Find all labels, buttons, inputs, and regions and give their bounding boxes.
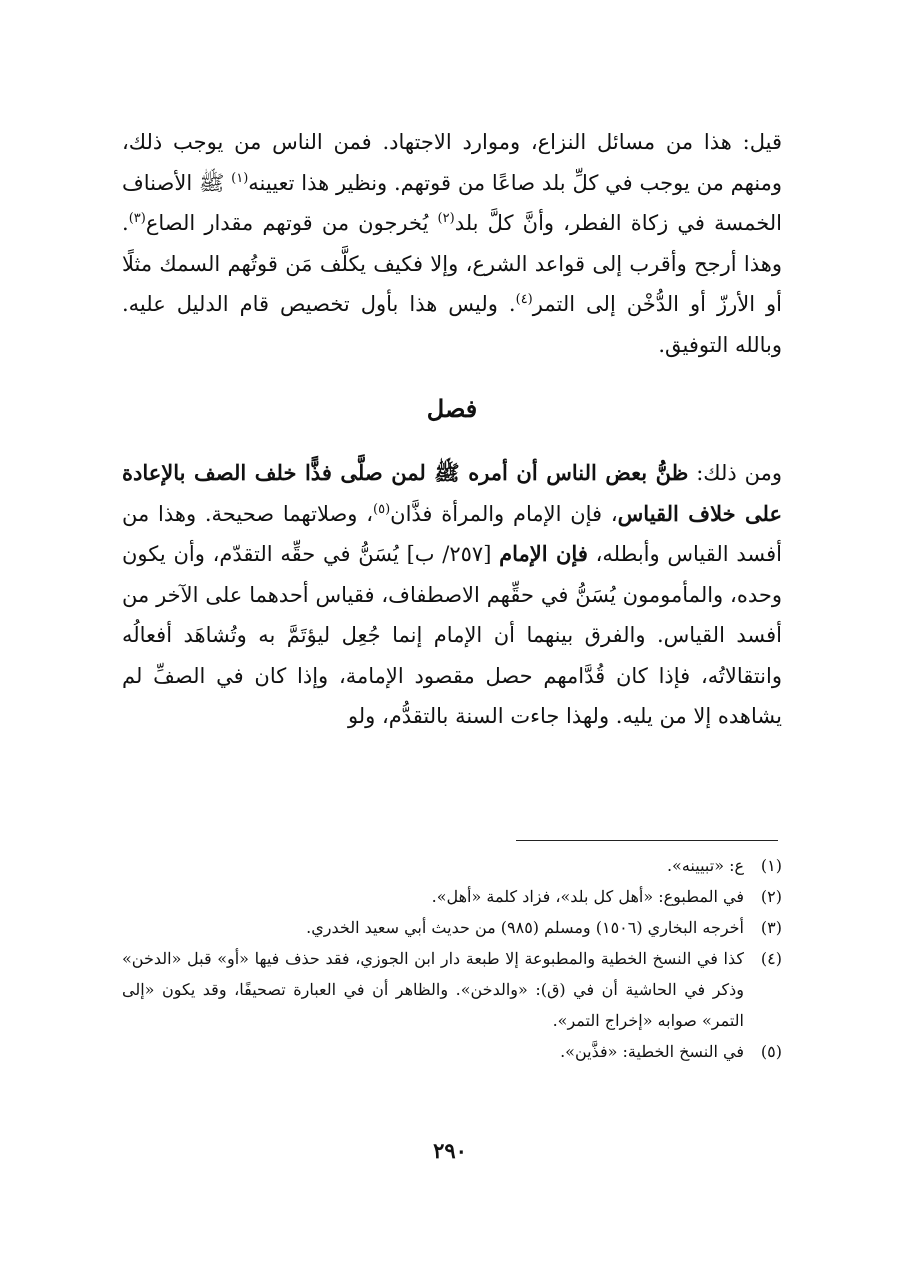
paragraph-1-text-4: . وهذا أرجح وأقرب إلى قواعد الشرع، وإلا فكيف يكلَّف مَن قوتُهم السمك مثلًا أو الأرزّ أو الدُّخْن إلى التمر [122,211,783,316]
footnote-text: في المطبوع: «أهل كل بلد»، فزاد كلمة «أهل». [431,887,744,906]
paragraph-1-text-5: . وليس هذا بأول تخصيص قام الدليل عليه. وبالله التوفيق. [122,292,782,357]
page-number: ٢٩٠ [433,1138,467,1163]
footnote-marker-4: (٤) [515,292,533,307]
footnote-number: (١) [760,856,782,875]
footnote-4 [122,943,782,1036]
paragraph-2-text-1: ، فإن الإمام والمرأة فذَّان [390,501,618,526]
footnotes [122,850,782,1067]
footnote-5 [122,1036,782,1067]
paragraph-2-text-3: [٢٥٧/ ب] يُسَنُّ في حقِّه التقدّم، وأن يكون وحده، والمأمومون يُسَنُّ في حقِّهم الاصطفاف، فقياس أحدهما على الآخر من أفسد القياس. والفرق بينهما أن الإمام إنما جُعِل ليؤتَمَّ به وتُشاهَد أفعالُه وانتقالاتُه، فإذا كان قُدَّامهم حصل مقصود الإمامة، وإذا كان في الصفِّ لم يشاهده إلا من يليه. ولهذا جاءت السنة بالتقدُّم، ولو [122,542,782,728]
footnote-text: في النسخ الخطية: «فذَّين». [560,1042,744,1061]
footnote-marker-1: (١) [231,170,249,186]
footnote-2 [122,881,782,912]
footnote-number: (٥) [760,1042,782,1061]
paragraph-1-text-2: ﷺ الأصناف الخمسة في زكاة الفطر، وأنَّ كلَّ بلد [122,170,782,235]
footnote-number: (٤) [760,949,782,968]
footnote-1 [122,850,782,881]
footnote-3 [122,912,782,943]
paragraph-2 [122,453,782,737]
footnote-number: (٣) [760,918,782,937]
section-heading: فصل [426,394,478,423]
footnote-number: (٢) [760,887,782,906]
footnote-separator [516,840,778,841]
paragraph-1 [122,122,782,365]
paragraph-1-text-3: يُخرجون من قوتهم مقدار الصاع [145,211,438,235]
footnote-marker-5: (٥) [373,501,391,517]
footnote-text: كذا في النسخ الخطية والمطبوعة إلا طبعة دار ابن الجوزي، فقد حذف فيها «أو» قبل «الدخن» وذكر في الحاشية أن في (ق): «والدخن». والظاهر أن في العبارة تصحيفًا، وقد يكون «إلى التمر» صوابه «إخراج التمر». [122,949,745,1030]
footnote-text: أخرجه البخاري (١٥٠٦) ومسلم (٩٨٥) من حديث أبي سعيد الخدري. [306,918,744,937]
main-text [122,122,782,737]
footnote-marker-2: (٢) [437,211,455,226]
paragraph-2-bold-imam: فإن الإمام [499,541,588,566]
footnote-text: ع: «تبيينه». [666,856,744,875]
paragraph-2-text-2: ، وصلاتهما صحيحة. وهذا من أفسد القياس وأبطله، [122,501,782,566]
paragraph-1-text-1: قيل: هذا من مسائل النزاع، وموارد الاجتهاد. فمن الناس من يوجب ذلك، ومنهم من يوجب في كلِّ بلد صاعًا من قوتهم. ونظير هذا تعيينه [122,130,782,195]
paragraph-2-bold-claim: ظنُّ بعض الناس أن أمره ﷺ لمن صلَّى فذًّا خلف الصف بالإعادة على خلاف القياس [122,460,782,526]
paragraph-2-lead: ومن ذلك: [688,461,783,485]
footnote-marker-3: (٣) [128,211,146,226]
